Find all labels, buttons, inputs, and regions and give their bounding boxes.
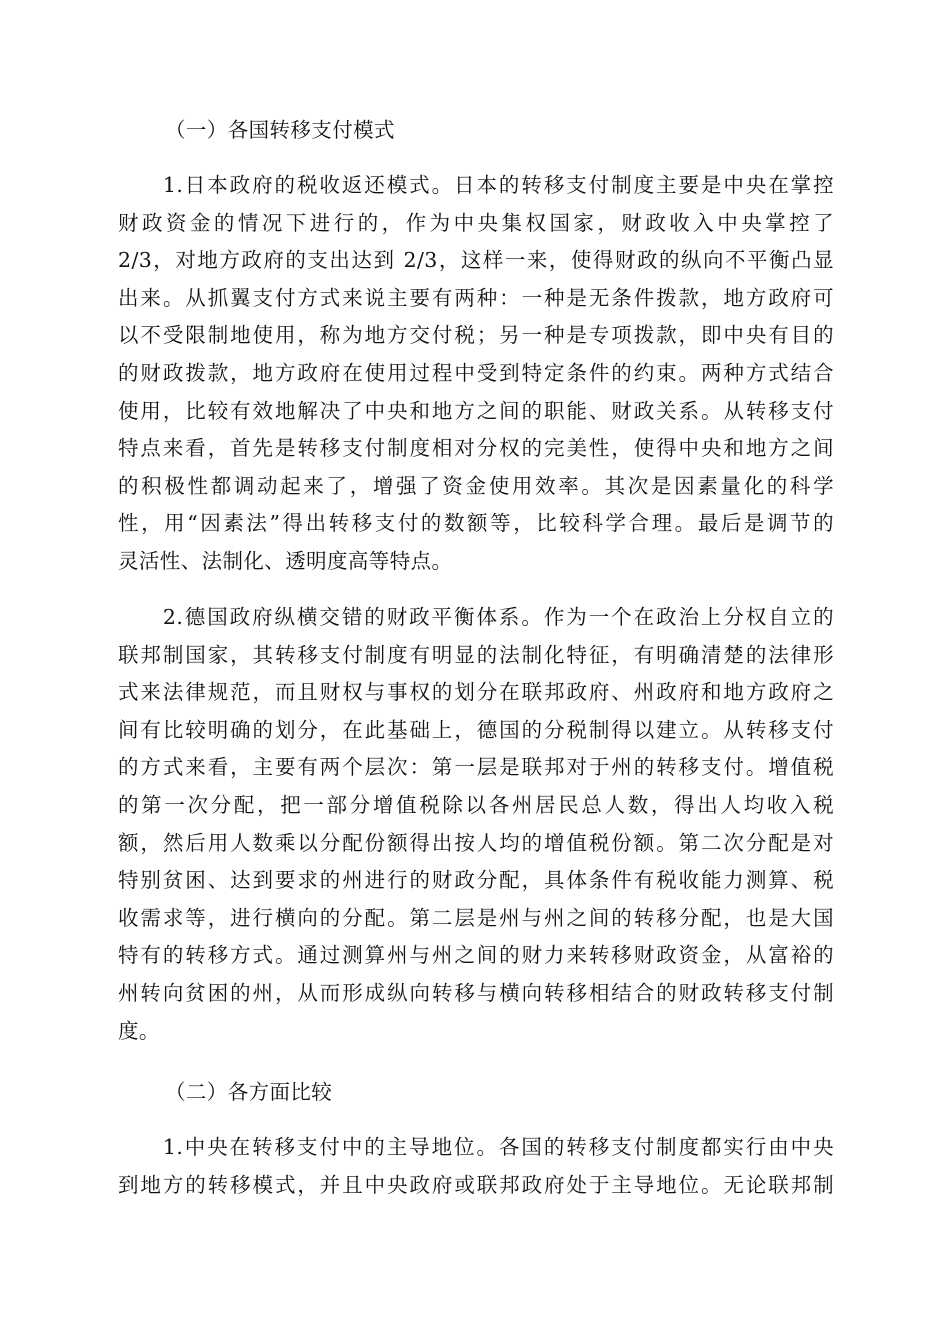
paragraph-line: 式来法律规范，而且财权与事权的划分在联邦政府、州政府和地方政府之 xyxy=(118,680,834,705)
paragraph-line: 性，用“因素法”得出转移支付的数额等，比较科学合理。最后是调节的 xyxy=(118,511,834,536)
paragraph-line: 特别贫困、达到要求的州进行的财政分配，具体条件有税收能力测算、税 xyxy=(118,868,834,893)
paragraph-line: 2/3，对地方政府的支出达到 2/3，这样一来，使得财政的纵向不平衡凸显 xyxy=(118,248,834,273)
paragraph-germany xyxy=(118,599,834,1050)
paragraph-line: 的财政拨款，地方政府在使用过程中受到特定条件的约束。两种方式结合 xyxy=(118,360,834,385)
paragraph-central-role xyxy=(118,1129,834,1204)
paragraph-line: 2.德国政府纵横交错的财政平衡体系。作为一个在政治上分权自立的 xyxy=(118,605,834,629)
paragraph-line: 额，然后用人数乘以分配份额得出按人均的增值税份额。第二次分配是对 xyxy=(118,830,834,855)
paragraph-line: 特有的转移方式。通过测算州与州之间的财力来转移财政资金，从富裕的 xyxy=(118,943,834,968)
paragraph-line: 1.日本政府的税收返还模式。日本的转移支付制度主要是中央在掌控 xyxy=(118,173,834,197)
paragraph-line: 的方式来看，主要有两个层次：第一层是联邦对于州的转移支付。增值税 xyxy=(118,755,834,780)
paragraph-line: 财政资金的情况下进行的，作为中央集权国家，财政收入中央掌控了 xyxy=(118,210,834,235)
paragraph-japan xyxy=(118,167,834,581)
paragraph-line: 收需求等，进行横向的分配。第二层是州与州之间的转移分配，也是大国 xyxy=(118,905,834,930)
paragraph-line: 特点来看，首先是转移支付制度相对分权的完美性，使得中央和地方之间 xyxy=(118,436,834,461)
paragraph-line: 的积极性都调动起来了，增强了资金使用效率。其次是因素量化的科学 xyxy=(118,473,834,498)
paragraph-line: 的第一次分配，把一部分增值税除以各州居民总人数，得出人均收入税 xyxy=(118,792,834,817)
paragraph-line: 以不受限制地使用，称为地方交付税；另一种是专项拨款，即中央有目的 xyxy=(118,323,834,348)
paragraph-line: 灵活性、法制化、透明度高等特点。 xyxy=(118,548,453,573)
paragraph-line: 间有比较明确的划分，在此基础上，德国的分税制得以建立。从转移支付 xyxy=(118,717,834,742)
paragraph-line: 到地方的转移模式，并且中央政府或联邦政府处于主导地位。无论联邦制 xyxy=(118,1172,834,1197)
paragraph-line: 1.中央在转移支付中的主导地位。各国的转移支付制度都实行由中央 xyxy=(118,1135,834,1159)
paragraph-line: 联邦制国家，其转移支付制度有明显的法制化特征，有明确清楚的法律形 xyxy=(118,642,834,667)
paragraph-line: 出来。从抓翼支付方式来说主要有两种：一种是无条件拨款，地方政府可 xyxy=(118,285,834,310)
paragraph-line: 度。 xyxy=(118,1018,160,1043)
section-heading-1: （一）各国转移支付模式 xyxy=(165,118,395,142)
paragraph-line: 州转向贫困的州，从而形成纵向转移与横向转移相结合的财政转移支付制 xyxy=(118,980,834,1005)
paragraph-line: 使用，比较有效地解决了中央和地方之间的职能、财政关系。从转移支付 xyxy=(118,398,834,423)
section-heading-2: （二）各方面比较 xyxy=(165,1080,333,1104)
